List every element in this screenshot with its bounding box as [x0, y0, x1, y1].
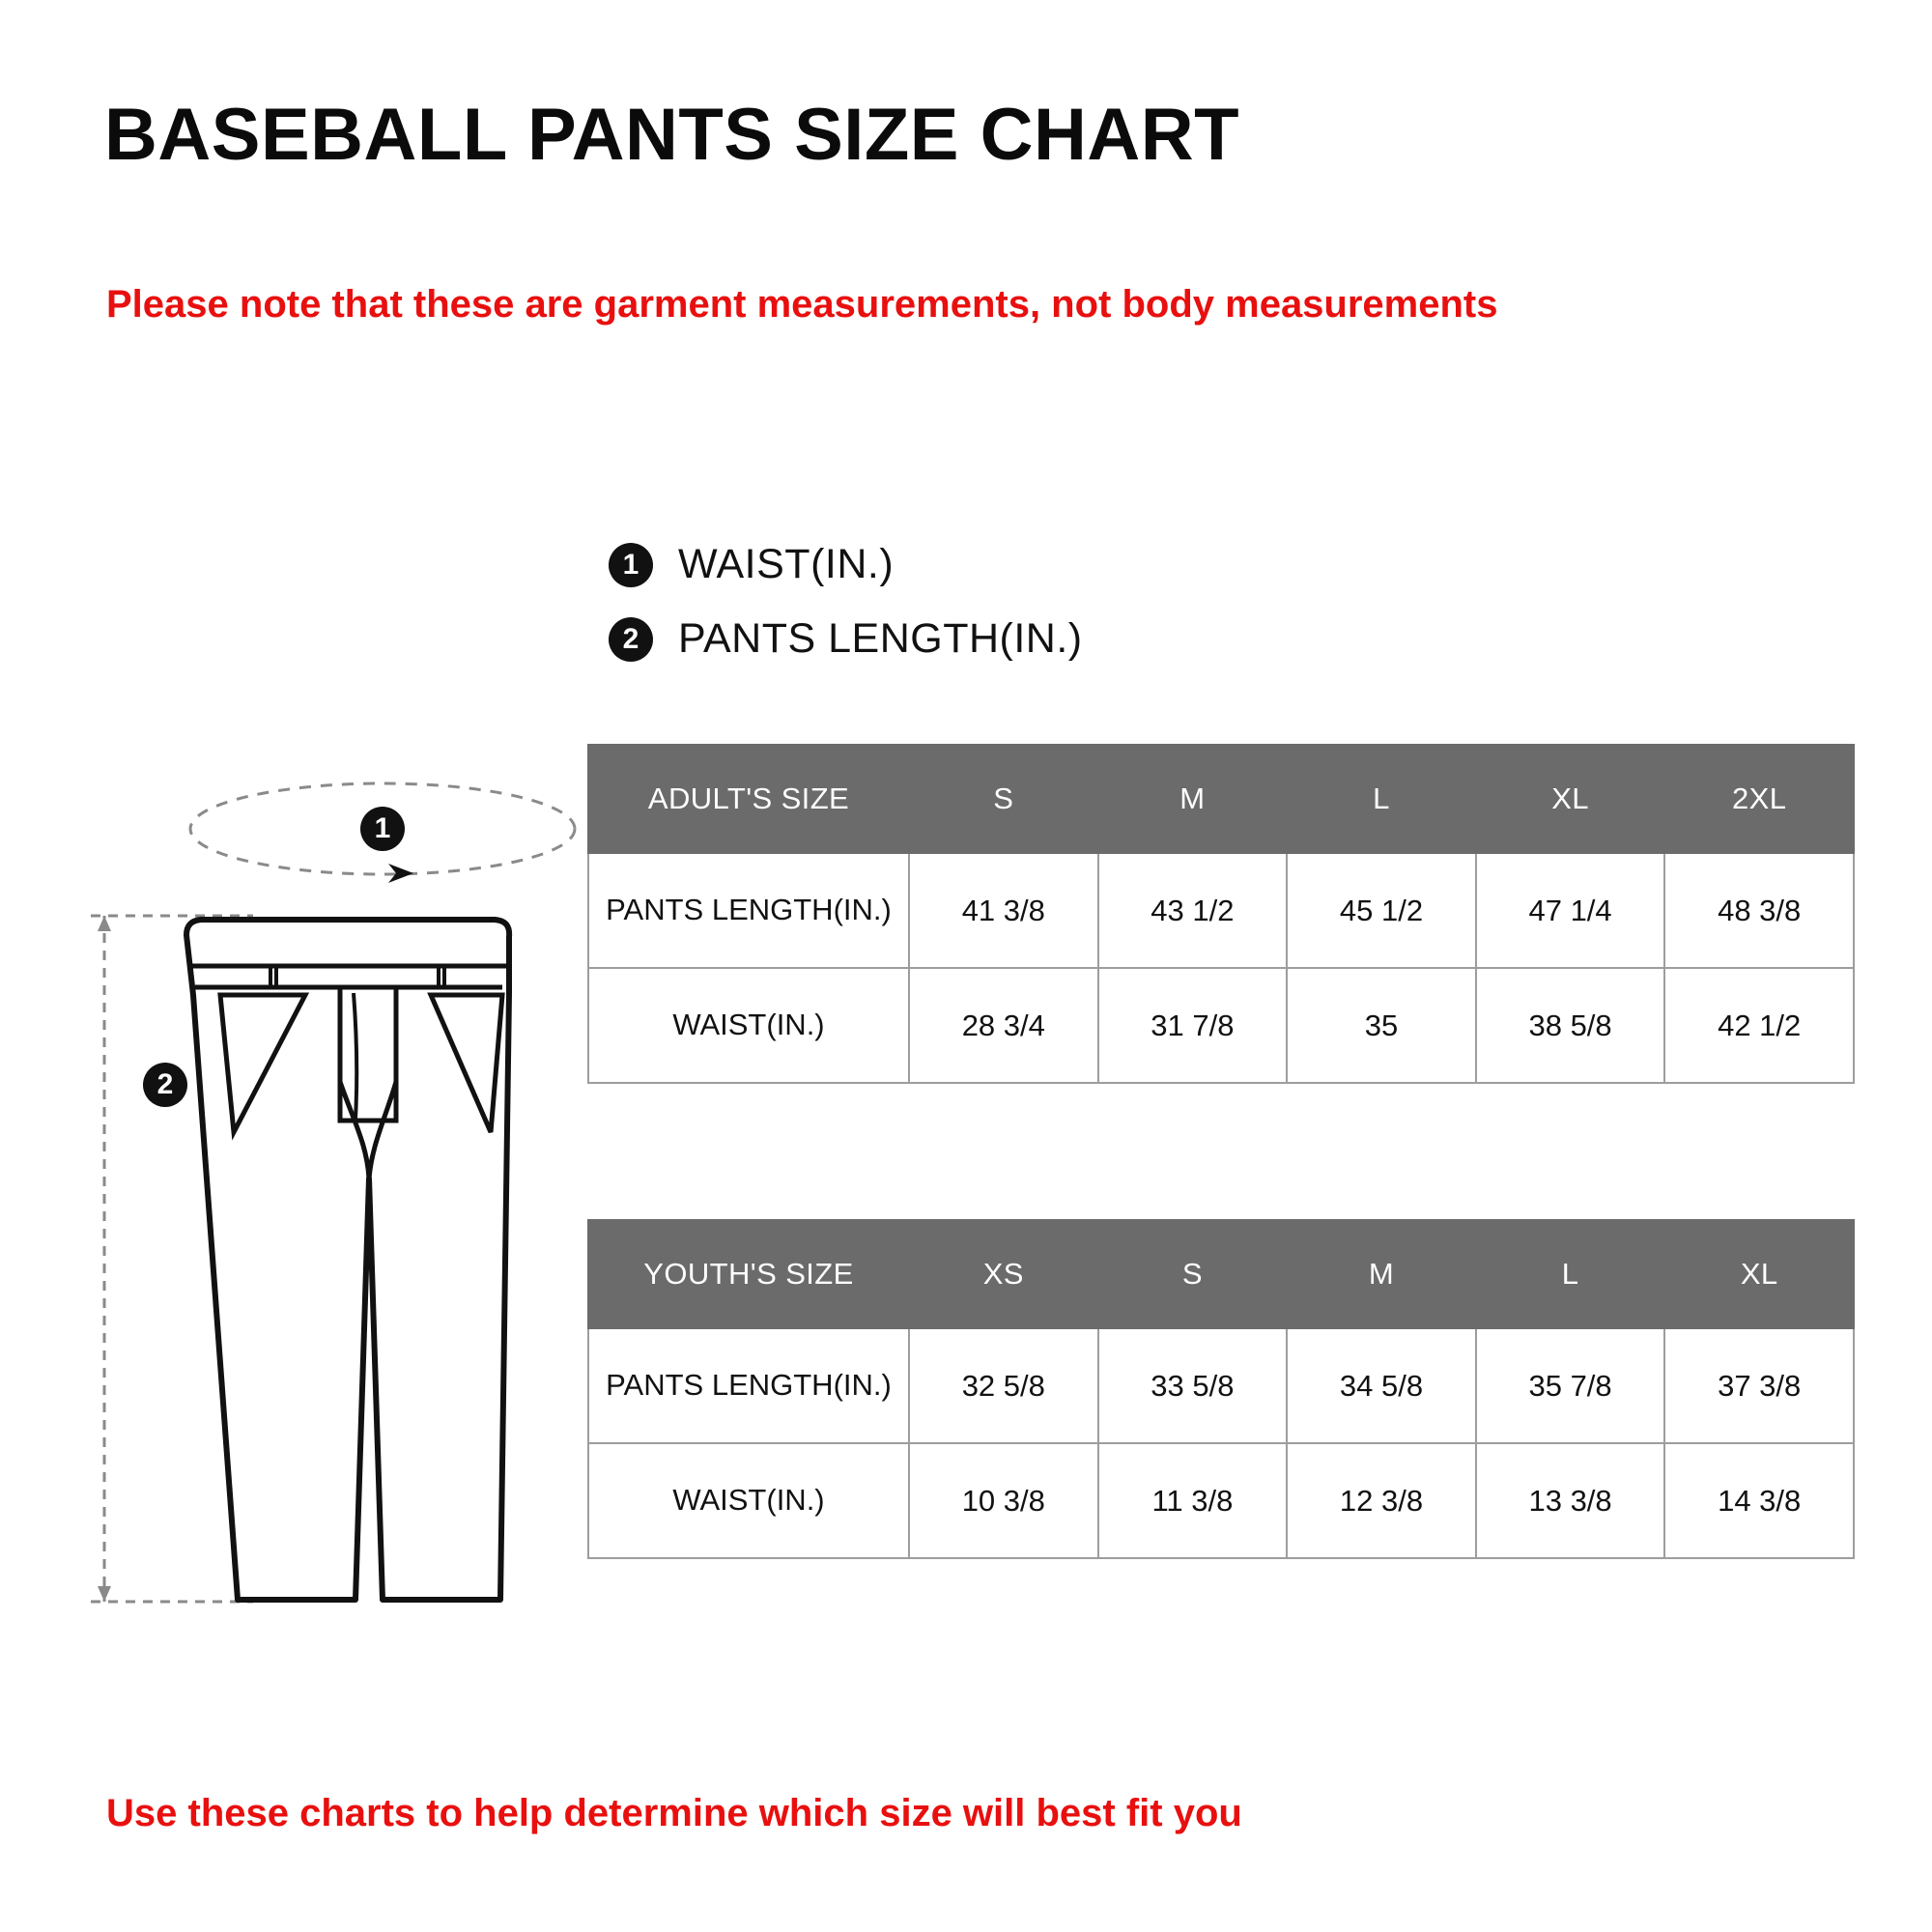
adults-pants-length-s: 41 3/8: [909, 853, 1098, 968]
pants-diagram: [77, 541, 580, 1633]
youths-col-xs: XS: [909, 1220, 1098, 1328]
youths-col-xl: XL: [1664, 1220, 1854, 1328]
adults-waist-xl: 38 5/8: [1476, 968, 1665, 1083]
table-header-row: [588, 745, 1854, 853]
adults-pants-length-m: 43 1/2: [1098, 853, 1288, 968]
youths-corner-label: YOUTH'S SIZE: [588, 1220, 909, 1328]
youths-col-l: L: [1476, 1220, 1665, 1328]
diagram-marker-2-icon: 2: [143, 1063, 187, 1107]
adults-col-m: M: [1098, 745, 1288, 853]
footer-note: Use these charts to help determine which size will best fit you: [106, 1792, 1242, 1834]
adults-col-s: S: [909, 745, 1098, 853]
youths-pants-length-s: 33 5/8: [1098, 1328, 1288, 1443]
adults-waist-2xl: 42 1/2: [1664, 968, 1854, 1083]
legend-item-pants-length: [609, 615, 1083, 663]
adults-col-xl: XL: [1476, 745, 1665, 853]
legend-item-waist: [609, 541, 1083, 588]
table-row: [588, 853, 1854, 968]
diagram-marker-1-icon: 1: [360, 807, 405, 851]
adults-row-waist-label: WAIST(IN.): [588, 968, 909, 1083]
adults-col-2xl: 2XL: [1664, 745, 1854, 853]
garment-measurement-note: Please note that these are garment measurements, not body measurements: [106, 283, 1498, 326]
adults-row-pants-length-label: PANTS LENGTH(IN.): [588, 853, 909, 968]
legend-label-waist: WAIST(IN.): [678, 541, 895, 587]
youths-row-waist-label: WAIST(IN.): [588, 1443, 909, 1558]
youths-size-table: [587, 1219, 1855, 1559]
legend: [609, 541, 1083, 690]
table-row: [588, 1443, 1854, 1558]
table-row: [588, 968, 1854, 1083]
adults-size-table: [587, 744, 1855, 1084]
adults-pants-length-2xl: 48 3/8: [1664, 853, 1854, 968]
adults-waist-l: 35: [1287, 968, 1476, 1083]
adults-corner-label: ADULT'S SIZE: [588, 745, 909, 853]
youths-pants-length-xl: 37 3/8: [1664, 1328, 1854, 1443]
adults-col-l: L: [1287, 745, 1476, 853]
adults-waist-s: 28 3/4: [909, 968, 1098, 1083]
youths-waist-s: 11 3/8: [1098, 1443, 1288, 1558]
youths-pants-length-m: 34 5/8: [1287, 1328, 1476, 1443]
legend-label-pants-length: PANTS LENGTH(IN.): [678, 615, 1083, 662]
table-header-row: [588, 1220, 1854, 1328]
youths-col-s: S: [1098, 1220, 1288, 1328]
page-title: BASEBALL PANTS SIZE CHART: [104, 94, 1240, 176]
youths-waist-l: 13 3/8: [1476, 1443, 1665, 1558]
youths-col-m: M: [1287, 1220, 1476, 1328]
youths-row-pants-length-label: PANTS LENGTH(IN.): [588, 1328, 909, 1443]
youths-pants-length-l: 35 7/8: [1476, 1328, 1665, 1443]
marker-2-icon: 2: [609, 617, 653, 662]
adults-pants-length-l: 45 1/2: [1287, 853, 1476, 968]
adults-waist-m: 31 7/8: [1098, 968, 1288, 1083]
youths-waist-m: 12 3/8: [1287, 1443, 1476, 1558]
youths-waist-xl: 14 3/8: [1664, 1443, 1854, 1558]
adults-pants-length-xl: 47 1/4: [1476, 853, 1665, 968]
marker-1-icon: 1: [609, 543, 653, 587]
table-row: [588, 1328, 1854, 1443]
youths-pants-length-xs: 32 5/8: [909, 1328, 1098, 1443]
youths-waist-xs: 10 3/8: [909, 1443, 1098, 1558]
